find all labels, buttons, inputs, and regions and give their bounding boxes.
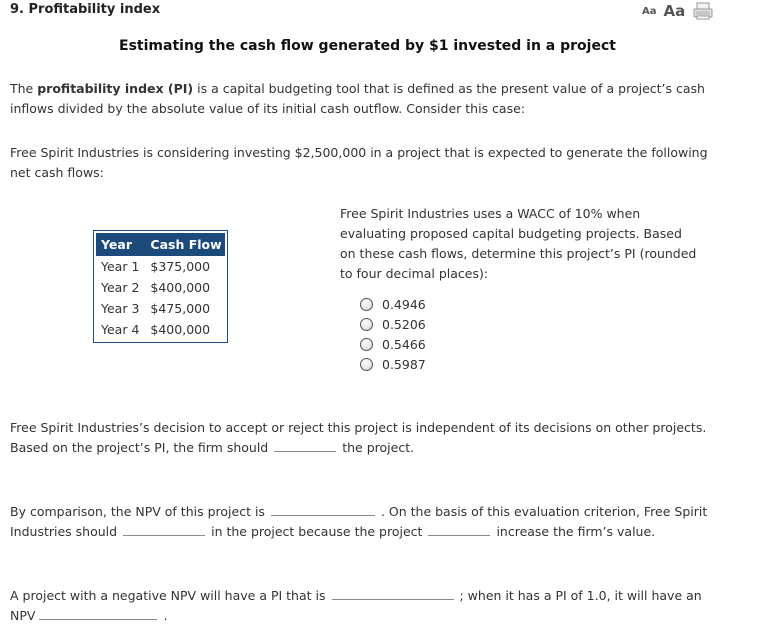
cash-flow-cell: $400,000: [150, 321, 211, 337]
pi-option[interactable]: [360, 334, 426, 354]
increase-font-button[interactable]: Aa: [663, 2, 686, 20]
pi-options: [360, 294, 426, 374]
decision-text: Free Spirit Industries’s decision to accept or reject this project is independent of its decisions on other projects. Based on the project’s PI, the firm should: [10, 420, 707, 455]
cash-flow-header: Cash Flow: [145, 233, 224, 256]
negative-text-2: ; when it has a PI of 1.0, it will have an NPV: [10, 588, 702, 623]
cash-flow-table: [93, 230, 228, 343]
decrease-font-button[interactable]: Aa: [642, 5, 657, 17]
pi-option[interactable]: [360, 354, 426, 374]
year-header: Year: [96, 233, 145, 256]
table-row: [96, 298, 225, 319]
negative-text-end: .: [163, 608, 168, 623]
npv-at-one-dropdown[interactable]: [39, 606, 157, 620]
cash-flow-cell: $400,000: [150, 279, 211, 295]
pi-term: profitability index (PI): [37, 81, 194, 96]
table-header-row: [96, 233, 225, 256]
radio-button[interactable]: [360, 298, 373, 311]
option-label: 0.5206: [382, 316, 426, 332]
invest-dropdown[interactable]: [123, 522, 205, 536]
accept-reject-dropdown[interactable]: [274, 438, 336, 452]
pi-range-dropdown[interactable]: [332, 586, 454, 600]
radio-button[interactable]: [360, 338, 373, 351]
option-label: 0.5987: [382, 356, 426, 372]
radio-button[interactable]: [360, 318, 373, 331]
npv-text: By comparison, the NPV of this project is: [10, 504, 265, 519]
question-heading: Estimating the cash flow generated by $1 invested in a project: [119, 38, 616, 54]
year-cell: Year 2: [101, 279, 140, 295]
npv-paragraph: [10, 502, 710, 542]
negative-text: A project with a negative NPV will have a PI that is: [10, 588, 326, 603]
question-title: 9. Profitability index: [10, 2, 161, 17]
pi-option[interactable]: [360, 294, 426, 314]
intro-text-cont: is a capital budgeting tool that is defined as the present value of a project’s cash inflows divided by the absolute value of its initial cash outflow. Consider this case:: [10, 81, 705, 116]
table-row: [96, 319, 225, 340]
npv-text-3: in the project because the project: [211, 524, 423, 539]
npv-value-dropdown[interactable]: [271, 502, 375, 516]
decision-text-end: the project.: [342, 440, 415, 455]
cash-flow-cell: $475,000: [150, 300, 211, 316]
table-row: [96, 277, 225, 298]
decision-paragraph: [10, 418, 710, 458]
year-cell: Year 3: [101, 300, 140, 316]
negative-npv-paragraph: [10, 586, 710, 626]
value-effect-dropdown[interactable]: [428, 522, 490, 536]
option-label: 0.5466: [382, 336, 426, 352]
year-cell: Year 1: [101, 258, 140, 274]
printer-icon[interactable]: [693, 2, 713, 20]
case-paragraph: Free Spirit Industries is considering investing $2,500,000 in a project that is expected to generate the following net cash flows:: [10, 145, 708, 180]
radio-button[interactable]: [360, 358, 373, 371]
npv-text-4: increase the firm’s value.: [496, 524, 656, 539]
intro-paragraph: [10, 79, 710, 119]
font-size-controls: [642, 2, 713, 20]
year-cell: Year 4: [101, 321, 140, 337]
pi-option[interactable]: [360, 314, 426, 334]
table-row: [96, 256, 225, 277]
npv-text-2: . On the basis of this evaluation criterion, Free Spirit Industries should: [10, 504, 708, 539]
wacc-paragraph: Free Spirit Industries uses a WACC of 10% when evaluating proposed capital budgeting projects. Based on these cash flows, determine this project’s PI (rounded to four decimal places):: [340, 206, 697, 281]
option-label: 0.4946: [382, 296, 426, 312]
intro-text: The: [10, 81, 38, 96]
cash-flow-cell: $375,000: [150, 258, 211, 274]
